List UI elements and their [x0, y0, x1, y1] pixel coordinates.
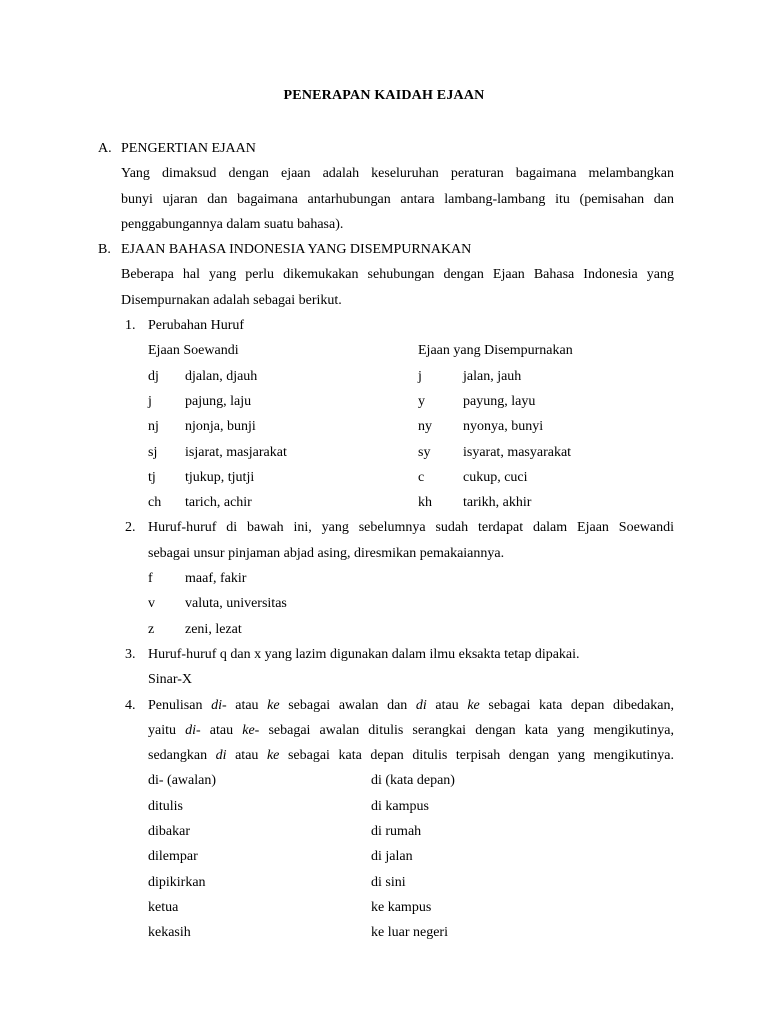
text-run: Penulisan	[148, 697, 212, 713]
new-letter: j	[418, 368, 422, 384]
paragraph-text: Huruf-huruf di bawah ini, yang sebelumnya sudah terdapat dalam Ejaan Soewandi	[148, 520, 674, 536]
italic-run: di	[415, 697, 427, 713]
text-run: - sebagai awalan ditulis serangkai dengan kata yang mengikutinya,	[254, 722, 674, 738]
new-letter: y	[418, 393, 425, 409]
text-run: - atau	[221, 697, 268, 713]
item-2-line	[0, 515, 768, 540]
document-title: PENERAPAN KAIDAH EJAAN	[283, 88, 485, 103]
table-row	[0, 870, 768, 895]
preposition-example: di sini	[371, 874, 406, 890]
paragraph-text: sebagai unsur pinjaman abjad asing, diresmikan pemakaiannya.	[148, 545, 505, 561]
new-example: nyonya, bunyi	[463, 419, 544, 435]
preposition-example: di kampus	[371, 798, 429, 814]
preposition-example: ke kampus	[371, 899, 432, 915]
text-run: atau	[226, 748, 267, 764]
old-letter: ch	[148, 495, 162, 511]
old-example: pajung, laju	[185, 393, 252, 409]
table-row	[0, 465, 768, 490]
new-letter: ny	[418, 419, 432, 435]
italic-run: ke	[467, 697, 480, 713]
preposition-example: di (kata depan)	[371, 773, 455, 789]
section-b-heading	[0, 237, 768, 262]
section-b-paragraph-line	[0, 288, 768, 313]
table-row	[0, 364, 768, 389]
table-row	[0, 920, 768, 945]
paragraph-text: Beberapa hal yang perlu dikemukakan sehubungan dengan Ejaan Bahasa Indonesia yang	[121, 267, 674, 283]
prefix-example: dilempar	[148, 849, 198, 865]
section-a-title: PENGERTIAN EJAAN	[121, 141, 256, 156]
paragraph-text: Disempurnakan adalah sebagai berikut.	[121, 292, 342, 308]
item-4-line	[0, 743, 768, 768]
table-row	[0, 389, 768, 414]
new-letter: c	[418, 469, 425, 485]
item-number: 2.	[125, 520, 136, 536]
item-3-example	[0, 667, 768, 692]
old-example: djalan, djauh	[185, 368, 258, 384]
item-number: 3.	[125, 646, 136, 662]
list-item	[0, 591, 768, 616]
text-run: atau	[426, 697, 468, 713]
old-example: isjarat, masjarakat	[185, 444, 287, 460]
item-title: Perubahan Huruf	[148, 318, 245, 334]
section-b-paragraph-line	[0, 262, 768, 287]
item-1-heading	[0, 313, 768, 338]
list-item	[0, 617, 768, 642]
document-body	[0, 136, 768, 946]
prefix-example: dibakar	[148, 824, 190, 840]
section-a-paragraph-line	[0, 212, 768, 237]
old-example: njonja, bunji	[185, 419, 256, 435]
example: maaf, fakir	[185, 571, 247, 587]
paragraph-text: Huruf-huruf q dan x yang lazim digunakan dalam ilmu eksakta tetap dipakai.	[148, 646, 580, 662]
paragraph-text: Yang dimaksud dengan ejaan adalah keseluruhan peraturan bagaimana melambangkan	[121, 166, 674, 182]
prefix-example: ditulis	[148, 798, 184, 814]
table-row	[0, 768, 768, 793]
old-letter: dj	[148, 368, 159, 384]
old-letter: nj	[148, 419, 159, 435]
text-run: sebagai kata depan ditulis terpisah dengan yang mengikutinya.	[279, 748, 674, 764]
paragraph-text	[148, 693, 674, 718]
item-1-column-headers	[0, 338, 768, 363]
italic-run: di	[215, 748, 227, 764]
italic-run: di	[211, 697, 222, 713]
new-letter: sy	[418, 444, 431, 460]
letter: v	[148, 596, 155, 612]
text-run: sebagai kata depan dibedakan,	[479, 697, 674, 713]
old-letter: tj	[148, 469, 156, 485]
item-4-line	[0, 718, 768, 743]
text-run: sedangkan	[148, 748, 216, 764]
paragraph-text: bunyi ujaran dan bagaimana antarhubungan antara lambang-lambang itu (pemisahan dan	[121, 191, 674, 207]
list-item	[0, 566, 768, 591]
prefix-example: di- (awalan)	[148, 773, 217, 789]
column-header-old: Ejaan Soewandi	[148, 343, 239, 359]
italic-run: ke	[266, 748, 280, 764]
preposition-example: di rumah	[371, 824, 422, 840]
letter: f	[148, 571, 153, 587]
new-letter: kh	[418, 495, 432, 511]
prefix-example: dipikirkan	[148, 874, 206, 890]
section-b-title: EJAAN BAHASA INDONESIA YANG DISEMPURNAKAN	[121, 242, 472, 258]
column-header-new: Ejaan yang Disempurnakan	[418, 343, 573, 359]
table-row	[0, 440, 768, 465]
old-letter: sj	[148, 444, 158, 460]
example: zeni, lezat	[185, 621, 242, 637]
prefix-example: ketua	[148, 899, 179, 915]
new-example: cukup, cuci	[463, 469, 528, 485]
paragraph-text	[148, 718, 674, 743]
table-row	[0, 819, 768, 844]
new-example: tarikh, akhir	[463, 495, 532, 511]
table-row	[0, 414, 768, 439]
new-example: jalan, jauh	[463, 368, 522, 384]
paragraph-text	[148, 743, 674, 768]
new-example: isyarat, masyarakat	[463, 444, 572, 460]
section-a-marker: A.	[98, 141, 112, 156]
italic-run: ke	[267, 697, 280, 713]
section-b-marker: B.	[98, 242, 111, 258]
preposition-example: ke luar negeri	[371, 925, 448, 941]
paragraph-text: penggabungannya dalam suatu bahasa).	[121, 216, 344, 232]
item-4-line	[0, 693, 768, 718]
old-example: tarich, achir	[185, 495, 252, 511]
letter: z	[148, 621, 155, 637]
section-a-heading	[0, 136, 768, 161]
preposition-example: di jalan	[371, 849, 413, 865]
table-row	[0, 844, 768, 869]
example: valuta, universitas	[185, 596, 287, 612]
new-example: payung, layu	[463, 393, 536, 409]
text-run: yaitu	[148, 722, 186, 738]
italic-run: di	[185, 722, 197, 738]
table-row	[0, 794, 768, 819]
italic-run: ke	[242, 722, 255, 738]
table-row	[0, 895, 768, 920]
section-a-paragraph-line	[0, 187, 768, 212]
item-2-line	[0, 541, 768, 566]
item-number: 4.	[125, 697, 136, 713]
old-example: tjukup, tjutji	[185, 469, 255, 485]
item-number: 1.	[125, 318, 136, 334]
section-a-paragraph-line	[0, 161, 768, 186]
text-run: sebagai awalan dan	[279, 697, 416, 713]
example-text: Sinar-X	[148, 672, 193, 688]
text-run: - atau	[196, 722, 243, 738]
old-letter: j	[148, 393, 152, 409]
table-row	[0, 490, 768, 515]
item-3-line	[0, 642, 768, 667]
prefix-example: kekasih	[148, 925, 191, 941]
